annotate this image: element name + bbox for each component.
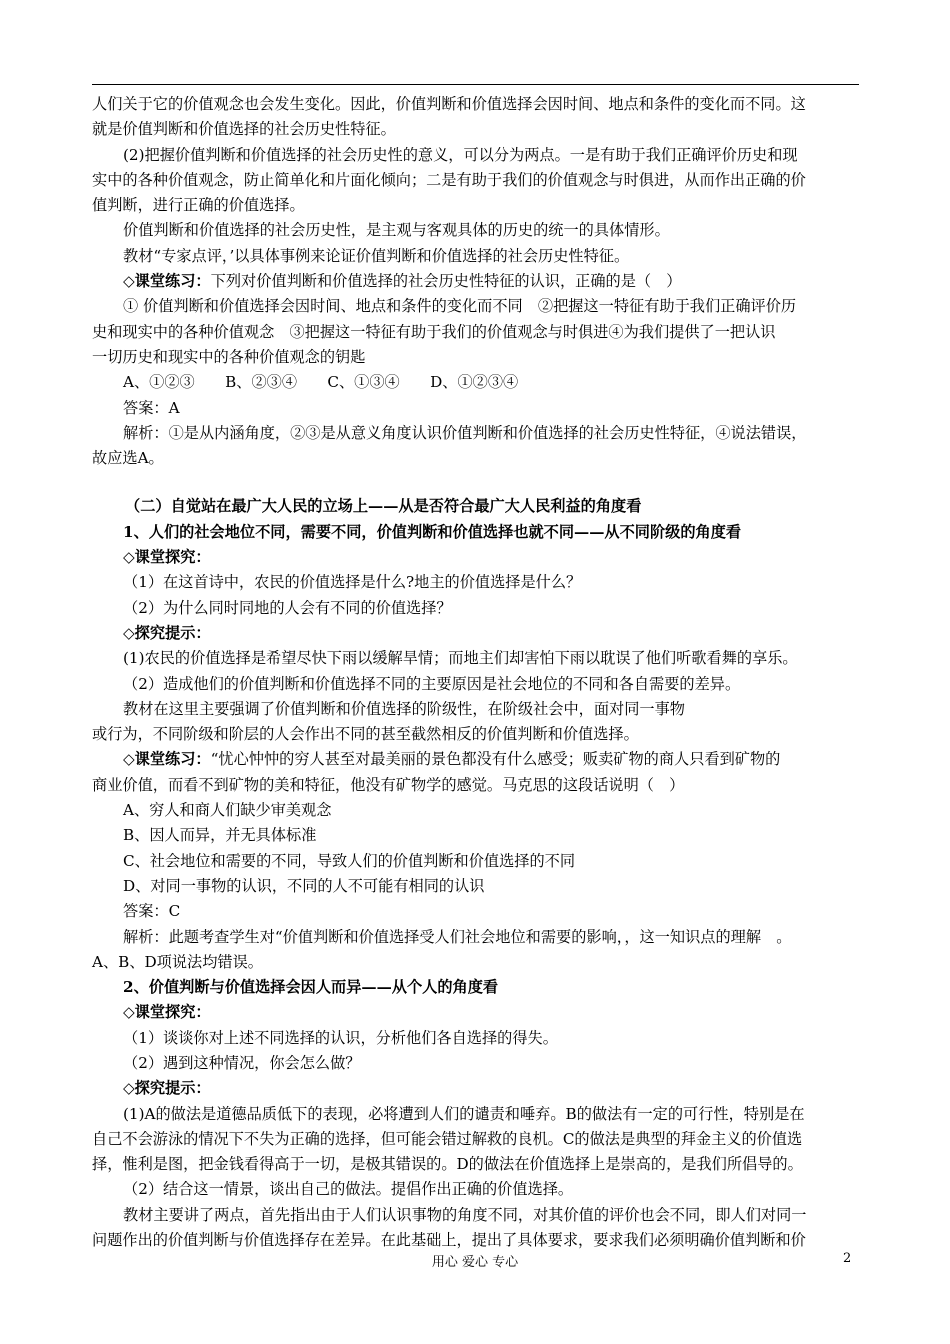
header-rule bbox=[92, 84, 859, 85]
exercise-label: ◇课堂练习： bbox=[123, 272, 211, 291]
text-line: B、因人而异，并无具体标准 bbox=[123, 826, 317, 845]
text-line: 1、人们的社会地位不同，需要不同，价值判断和价值选择也就不同——从不同阶级的角度看 bbox=[123, 522, 742, 541]
text-line: 2、价值判断与价值选择会因人而异——从个人的角度看 bbox=[123, 978, 499, 997]
text-line: （二）自觉站在最广大人民的立场上——从是否符合最广大人民利益的角度看 bbox=[125, 497, 642, 516]
text-line: ① 价值判断和价值选择会因时间、地点和条件的变化而不同 ②把握这一特征有助于我们正确评价历 bbox=[123, 297, 797, 316]
text-line: 史和现实中的各种价值观念 ③把握这一特征有助于我们的价值观念与时俱进④为我们提供了一把认识 bbox=[92, 322, 776, 341]
text-line: 自己不会游泳的情况下不失为正确的选择，但可能会错过解救的良机。C的做法是典型的拜金主义的价值选 bbox=[92, 1129, 803, 1148]
text-line: 一切历史和现实中的各种价值观念的钥匙 bbox=[92, 347, 366, 366]
text-line: 就是价值判断和价值选择的社会历史性特征。 bbox=[92, 120, 396, 139]
text-line: (1)A的做法是道德品质低下的表现，必将遭到人们的谴责和唾弃。B的做法有一定的可行性，特别是在 bbox=[123, 1104, 805, 1123]
text-line: A、①②③ B、②③④ C、①③④ D、①②③④ bbox=[123, 373, 519, 392]
text-line: （1）谈谈你对上述不同选择的认识，分析他们各自选择的得失。 bbox=[123, 1028, 558, 1047]
text-line: （2）结合这一情景，谈出自己的做法。提倡作出正确的价值选择。 bbox=[123, 1180, 574, 1199]
text-line: A、穷人和商人们缺少审美观念 bbox=[123, 801, 332, 820]
text-line: （1）在这首诗中，农民的价值选择是什么?地主的价值选择是什么？ bbox=[123, 573, 582, 592]
text-line: 答案：A bbox=[123, 398, 180, 417]
text-line: (1)农民的价值选择是希望尽快下雨以缓解旱情；而地主们却害怕下雨以耽误了他们听歌看舞的享乐。 bbox=[123, 649, 798, 668]
footer-slogan: 用心 爱心 专心 bbox=[431, 1255, 519, 1270]
text-line: （2）造成他们的价值判断和价值选择不同的主要原因是社会地位的不同和各自需要的差异。 bbox=[123, 674, 741, 693]
spacer bbox=[92, 471, 859, 494]
text-line: （2）为什么同时同地的人会有不同的价值选择？ bbox=[123, 598, 452, 617]
text-line: 教材“专家点评，’以具体事例来论证价值判断和价值选择的社会历史性特征。 bbox=[123, 246, 630, 265]
text-line: 解析：①是从内涵角度，②③是从意义角度认识价值判断和价值选择的社会历史性特征，④说法错误， bbox=[123, 423, 807, 442]
text-line: （2）遇到这种情况，你会怎么做？ bbox=[123, 1053, 361, 1072]
text-line: C、社会地位和需要的不同，导致人们的价值判断和价值选择的不同 bbox=[123, 851, 576, 870]
text-line: A、B、D项说法均错误。 bbox=[92, 952, 263, 971]
text-line: 教材主要讲了两点，首先指出由于人们认识事物的角度不同，对其价值的评价也会不同，即人们对同一 bbox=[123, 1205, 807, 1224]
text-line: 问题作出的价值判断与价值选择存在差异。在此基础上，提出了具体要求，要求我们必须明确价值判断和价 bbox=[92, 1231, 806, 1250]
text-line: 商业价值，而看不到矿物的美和特征，他没有矿物学的感觉。马克思的这段话说明（ ） bbox=[92, 775, 685, 794]
text-line: 择，惟利是图，把金钱看得高于一切，是极其错误的。D的做法在价值选择上是崇高的，是我们所倡导的。 bbox=[92, 1155, 803, 1174]
text-line: ◇课堂探究： bbox=[123, 1003, 211, 1022]
document-body bbox=[92, 92, 859, 1253]
text-line: 答案：C bbox=[123, 902, 181, 921]
text-line: 解析：此题考查学生对“价值判断和价值选择受人们社会地位和需要的影响，，这一知识点的理解 。 bbox=[123, 927, 792, 946]
exercise-text: 下列对价值判断和价值选择的社会历史性特征的认识，正确的是（ ） bbox=[210, 272, 682, 291]
text-line: 价值判断和价值选择的社会历史性，是主观与客观具体的历史的统一的具体情形。 bbox=[123, 221, 670, 240]
page-number: 2 bbox=[843, 1251, 852, 1266]
text-line: 人们关于它的价值观念也会发生变化。因此，价值判断和价值选择会因时间、地点和条件的变化而不同。这 bbox=[92, 95, 806, 113]
exercise-label: ◇课堂练习： bbox=[123, 750, 211, 769]
text-line: 实中的各种价值观念，防止简单化和片面化倾向；二是有助于我们的价值观念与时俱进，从而作出正确的价 bbox=[92, 170, 806, 189]
text-line: D、对同一事物的认识，不同的人不可能有相同的认识 bbox=[123, 876, 485, 895]
text-line bbox=[92, 269, 859, 294]
text-line: ◇探究提示： bbox=[123, 1079, 211, 1098]
text-line: 故应选A。 bbox=[92, 449, 164, 468]
text-line bbox=[92, 747, 859, 772]
text-line: (2)把握价值判断和价值选择的社会历史性的意义，可以分为两点。一是有助于我们正确评价历史和现 bbox=[123, 145, 798, 164]
text-line: 或行为，不同阶级和阶层的人会作出不同的甚至截然相反的价值判断和价值选择。 bbox=[92, 725, 639, 744]
text-line: ◇探究提示： bbox=[123, 623, 211, 642]
exercise-text: “忧心忡忡的穷人甚至对最美丽的景色都没有什么感受；贩卖矿物的商人只看到矿物的 bbox=[210, 750, 781, 769]
text-line: ◇课堂探究： bbox=[123, 548, 211, 567]
text-line: 教材在这里主要强调了价值判断和价值选择的阶级性，在阶级社会中，面对同一事物 bbox=[123, 699, 685, 718]
text-line: 值判断，进行正确的价值选择。 bbox=[92, 196, 305, 215]
